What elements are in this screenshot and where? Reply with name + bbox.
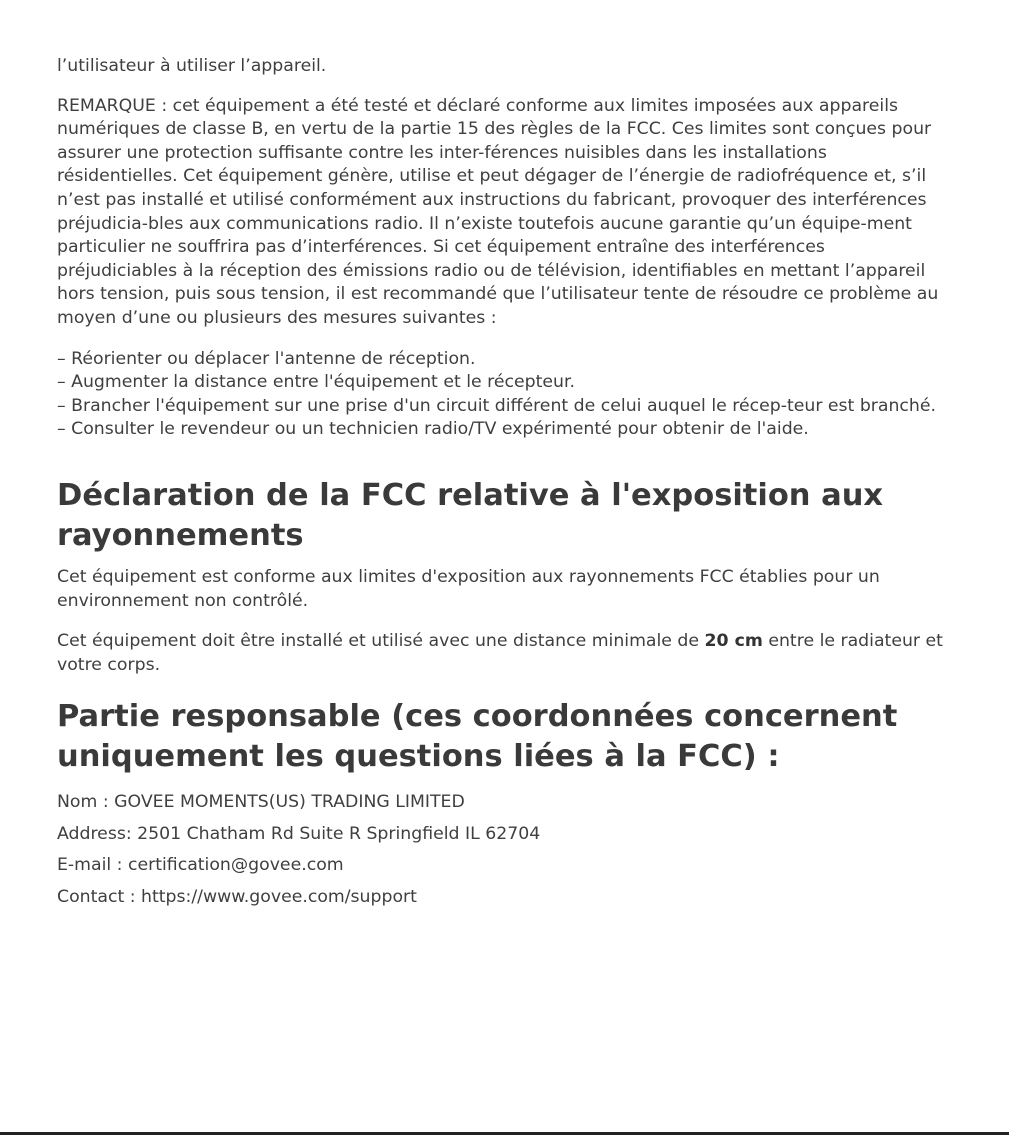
- exposure-paragraph-limits: Cet équipement est conforme aux limites d'exposition aux rayonnements FCC établies pour un environnement non contrôlé.: [57, 566, 880, 611]
- party-name: Nom : GOVEE MOMENTS(US) TRADING LIMITED: [57, 792, 465, 813]
- measures-list: [57, 348, 947, 442]
- intro-text: l’utilisateur à utiliser l’appareil.: [57, 56, 327, 76]
- exposure-distance-value: 20 cm: [704, 631, 763, 652]
- remark-paragraph: REMARQUE : cet équipement a été testé et déclaré conforme aux limites imposées aux appareils numériques de classe B, en vertu de la partie 15 des règles de la FCC. Ces limites sont conçues pour assurer une protection suffisante contre les inter-férences nuisibles dans les installations résidentielles. Cet équipement génère, utilise et peut dégager de l’énergie de radiofréquence et, s’il n’est pas installé et utilisé conformément aux instructions du fabricant, provoquer des interférences préjudicia-bles aux communications radio. Il n’existe toutefois aucune garantie qu’un équipe-ment particulier ne souffrira pas d’interférences. Si cet équipement entraîne des interférences préjudiciables à la réception des émissions radio ou de télévision, identifiables en mettant l’appareil hors tension, puis sous tension, il est recommandé que l’utilisateur tente de résoudre ce problème au moyen d’une ou plusieurs des mesures suivantes :: [57, 95, 939, 328]
- exposure-distance-text-after: entre le radiateur et votre corps.: [57, 631, 943, 675]
- party-email: E-mail : certification@govee.com: [57, 855, 344, 876]
- exposure-heading: Déclaration de la FCC relative à l'exposition aux rayonnements: [57, 477, 884, 553]
- exposure-paragraph-distance: [57, 630, 947, 677]
- measure-item-consult: – Consulter le revendeur ou un technicien radio/TV expérimenté pour obtenir de l'aide.: [57, 419, 809, 440]
- measure-item-distance: – Augmenter la distance entre l'équipement et le récepteur.: [57, 372, 575, 393]
- exposure-distance-text-before: Cet équipement doit être installé et utilisé avec une distance minimale de: [57, 631, 705, 652]
- party-address: Address: 2501 Chatham Rd Suite R Springfield IL 62704: [57, 823, 541, 844]
- measure-item-circuit: – Brancher l'équipement sur une prise d'un circuit différent de celui auquel le récep-teur est branché.: [57, 395, 937, 416]
- responsible-party-heading: Partie responsable (ces coordonnées concernent uniquement les questions liées à la FCC) :: [57, 699, 898, 775]
- party-contact-url: Contact : https://www.govee.com/support: [57, 886, 417, 907]
- measure-item-reorient: – Réorienter ou déplacer l'antenne de réception.: [57, 348, 476, 369]
- document-page: [57, 55, 947, 913]
